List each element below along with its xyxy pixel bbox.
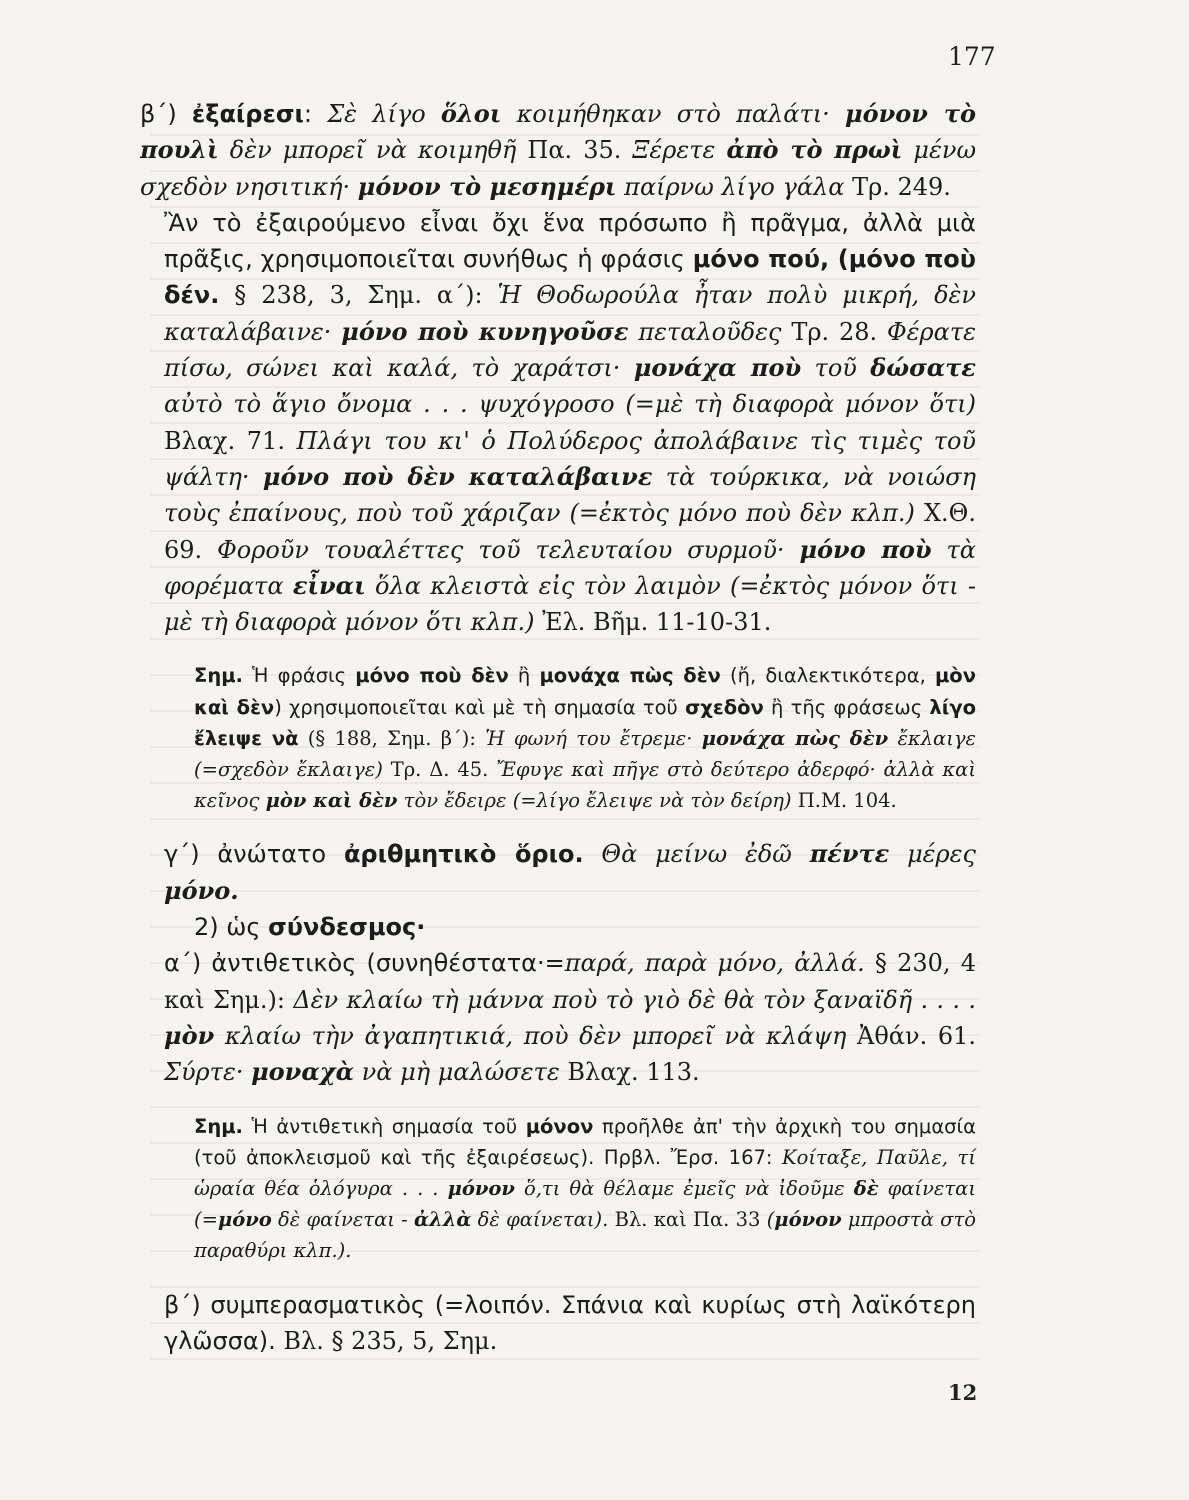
reference: Βλαχ. 71. (164, 426, 297, 455)
note-almost: Σημ. Ἡ φράσις μόνο ποὺ δὲν ἢ μονάχα πὼς δὲν (ἤ, διαλεκτικότερα, μὸν καὶ δὲν) χρησιμοποιεῖται καὶ μὲ τὴ σημασία τοῦ σχεδὸν ἢ τῆς φράσεως λίγο ἔλειψε νὰ (§ 188, Σημ. β΄): Ἡ φωνή του ἔτρεμε· μονάχα πὼς δὲν ἔκλαιγε (=σχεδὸν ἔκλαιγε) Τρ. Δ. 45. Ἔφυγε καὶ πῆγε στὸ δεύτερο ἀδερφό· ἀλλὰ καὶ κεῖνος μὸν καὶ δὲν τὸν ἔδειρε (=λίγο ἔλειψε νὰ τὸν δείρη) Π.Μ. 104. (194, 664, 977, 813)
paragraph-conclusive: β΄) συμπερασματικὸς (=λοιπόν. Σπάνια καὶ κυρίως στὴ λαϊκότερη γλῶσσα). Βλ. § 235, 5, Σημ. (164, 1290, 977, 1355)
page-number: 177 (948, 42, 996, 71)
page-body (140, 96, 976, 1359)
signature-mark: 12 (948, 1380, 978, 1405)
reference: Χ.Θ. 69. (164, 499, 976, 564)
reference: Βλ. καὶ Πα. 33 (614, 1208, 767, 1232)
note-adversative: Σημ. Ἡ ἀντιθετικὴ σημασία τοῦ μόνον προῆλθε ἀπ' τὴν ἀρχικὴ του σημασία (τοῦ ἀποκλεισμοῦ καὶ τῆς ἐξαιρέσεως). Πρβλ. Ἔρσ. 167: Κοίταξε, Παῦλε, τί ὡραία θέα ὁλόγυρα . . . μόνον ὅ,τι θὰ θέλαμε ἐμεῖς νὰ ἰδοῦμε δὲ φαίνεται (=μόνο δὲ φαίνεται - ἀλλὰ δὲ φαίνεται). Βλ. καὶ Πα. 33 (μόνον μπροστὰ στὸ παραθύρι κλπ.). (194, 1114, 976, 1263)
paragraph-exception: β΄) ἐξαίρεσι: Σὲ λίγο ὅλοι κοιμήθηκαν στὸ παλάτι· μόνον τὸ πουλὶ δὲν μπορεῖ νὰ κοιμηθῆ Πα. 35. Ξέρετε ἀπὸ τὸ πρωὶ μένω σχεδὸν νησιτική· μόνον τὸ μεσημέρι παίρνω λίγο γάλα Τρ. 249. (140, 99, 977, 201)
paragraph-numeric-limit: γ΄) ἀνώτατο ἀριθμητικὸ ὅριο. Θὰ μείνω ἐδῶ πέντε μέρες μόνο. (164, 839, 976, 905)
term-exception: ἐξαίρεσι (191, 100, 304, 128)
paragraph-action-exception: Ἂν τὸ ἐξαιρούμενο εἶναι ὄχι ἕνα πρόσωπο ἢ πρᾶγμα, ἀλλὰ μιὰ πρᾶξις, χρησιμοποιεῖται συνήθως ἡ φράσις μόνο πού, (μόνο ποὺ δέν. § 238, 3, Σημ. α΄): Ἡ Θοδωρούλα ἦταν πολὺ μικρή, δὲν καταλάβαινε· μόνο ποὺ κυνηγοῦσε πεταλοῦδες Τρ. 28. Φέρατε πίσω, σώνει καὶ καλά, τὸ χαράτσι· μονάχα ποὺ τοῦ δώσατε αὐτὸ τὸ ἅγιο ὄνομα . . . ψυχόγροσο (=μὲ τὴ διαφορὰ μόνον ὅτι) Βλαχ. 71. Πλάγι του κι' ὁ Πολύδερος ἀπολάβαινε τὶς τιμὲς τοῦ ψάλτη· μόνο ποὺ δὲν καταλάβαινε τὰ τούρκικα, νὰ νοιώση τοὺς ἐπαίνους, ποὺ τοῦ χάριζαν (=ἐκτὸς μόνο ποὺ δὲν κλπ.) Χ.Θ. 69. Φοροῦν τουαλέττες τοῦ τελευταίου συρμοῦ· μόνο ποὺ τὰ φορέματα εἶναι ὅλα κλειστὰ εἰς τὸν λαιμὸν (=ἐκτὸς μόνον ὅτι - μὲ τὴ διαφορὰ μόνον ὅτι κλπ.) Ἐλ. Βῆμ. 11-10-31. (164, 208, 977, 637)
paragraph-adversative: α΄) ἀντιθετικὸς (συνηθέστατα·=παρά, παρὰ μόνο, ἀλλά. § 230, 4 καὶ Σημ.): Δὲν κλαίω τὴ μάννα ποὺ τὸ γιὸ δὲ θὰ τὸν ξαναϊδῆ . . . . μὸν κλαίω τὴν ἀγαπητικιά, ποὺ δὲν μπορεῖ νὰ κλάψη Ἀθάν. 61. Σύρτε· μοναχὰ νὰ μὴ μαλώσετε Βλαχ. 113. (164, 949, 977, 1087)
reference: Πα. 35. (527, 136, 633, 165)
heading-conjunction: 2) ὡς σύνδεσμος· (194, 913, 426, 942)
reference: Τρ. 249. (852, 172, 951, 201)
reference: Βλαχ. 113. (567, 1058, 700, 1087)
reference: Ἀθάν. 61. (856, 1021, 976, 1050)
reference: Π.Μ. 104. (797, 789, 897, 813)
reference: Τρ. 28. (791, 317, 887, 346)
reference: Βλ. § 235, 5, Σημ. (275, 1326, 498, 1355)
reference: Ἐλ. Βῆμ. 11-10-31. (542, 608, 772, 637)
reference: Τρ. Δ. 45. (390, 758, 497, 782)
